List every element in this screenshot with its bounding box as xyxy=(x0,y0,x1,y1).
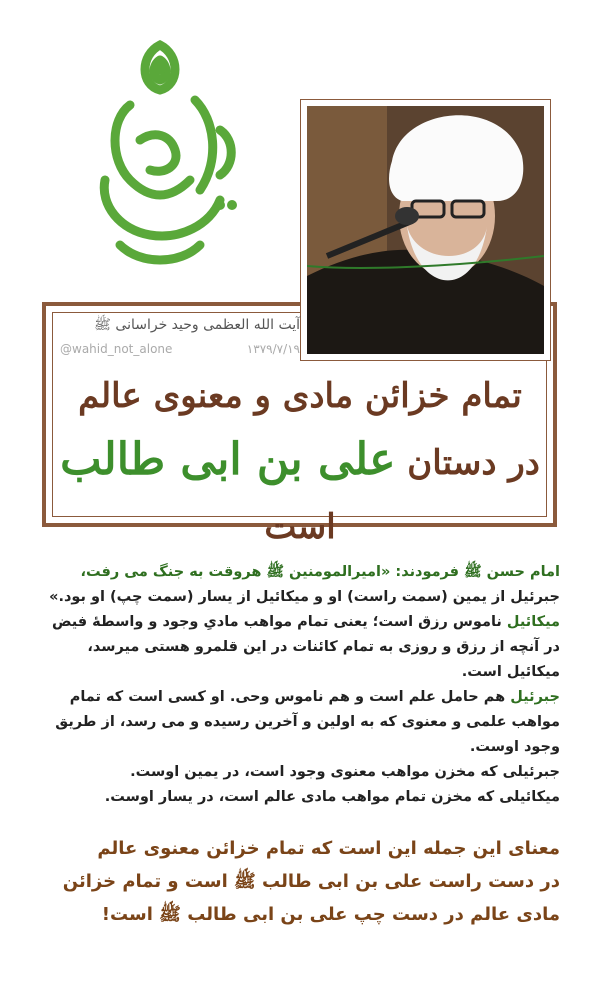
ya-ali-calligraphy-logo xyxy=(70,30,250,275)
caption-block xyxy=(60,316,300,356)
jibrail-label: جبرئیل xyxy=(510,689,560,705)
date-label: ۱۳۷۹/۷/۱۹ xyxy=(246,342,300,356)
scholar-portrait-photo xyxy=(301,100,550,360)
headline-line-2 xyxy=(60,428,540,559)
mikail-label: میکائیل xyxy=(506,614,560,630)
body-paragraph-3-text: هم حامل علم است و هم ناموس وحی. او کسی است که تمام مواهب علمی و معنوی که به اولین و آخرین رسیده و می رسد، از طریق وجود اوست. xyxy=(55,689,560,755)
body-paragraph-5: میکائیلی که مخزن تمام مواهب مادی عالم است، در یسار اوست. xyxy=(104,789,560,805)
headline-line-1: تمام خزائن مادی و معنوی عالم xyxy=(78,376,522,416)
headline-start: در دستان xyxy=(407,443,540,483)
social-handle: @wahid_not_alone xyxy=(60,342,173,356)
headline-ali-name: علی بن ابی طالب xyxy=(60,434,396,485)
headline-end: است xyxy=(264,507,336,547)
body-paragraph-1-rest: جبرئیل از یمین (سمت راست) او و میکائیل از یسار (سمت چپ) او بود.» xyxy=(49,589,560,605)
body-paragraph-2 xyxy=(40,610,560,685)
body-paragraph-1-green: امام حسن ﷺ فرمودند: «امیرالمومنین ﷺ هروقت به جنگ می رفت، xyxy=(80,564,560,580)
body-paragraph-2-text: ناموس رزق است؛ یعنی تمام مواهب مادیِ وجود و واسطۀ فیض در آنچه از رزق و روزی به تمام کائنات در این قلمرو هستی میرسد، میکائیل است. xyxy=(51,614,560,680)
headline xyxy=(60,372,540,559)
body-text xyxy=(40,560,560,810)
body-paragraph-4: جبرئیلی که مخزن مواهب معنوی وجود است، در یمین اوست. xyxy=(130,764,560,780)
conclusion-line-3: مادی عالم در دست چپ علی بن ابی طالب ﷺ است! xyxy=(101,904,560,925)
conclusion xyxy=(40,832,560,931)
conclusion-line-1: معنای این جمله این است که تمام خزائن معنوی عالم xyxy=(97,838,560,859)
scholar-name: آیت الله العظمی وحید خراسانی ﷺ xyxy=(94,317,300,333)
conclusion-line-2: در دست راست علی بن ابی طالب ﷺ است و تمام خزائن xyxy=(62,871,560,892)
body-paragraph-3 xyxy=(40,685,560,760)
